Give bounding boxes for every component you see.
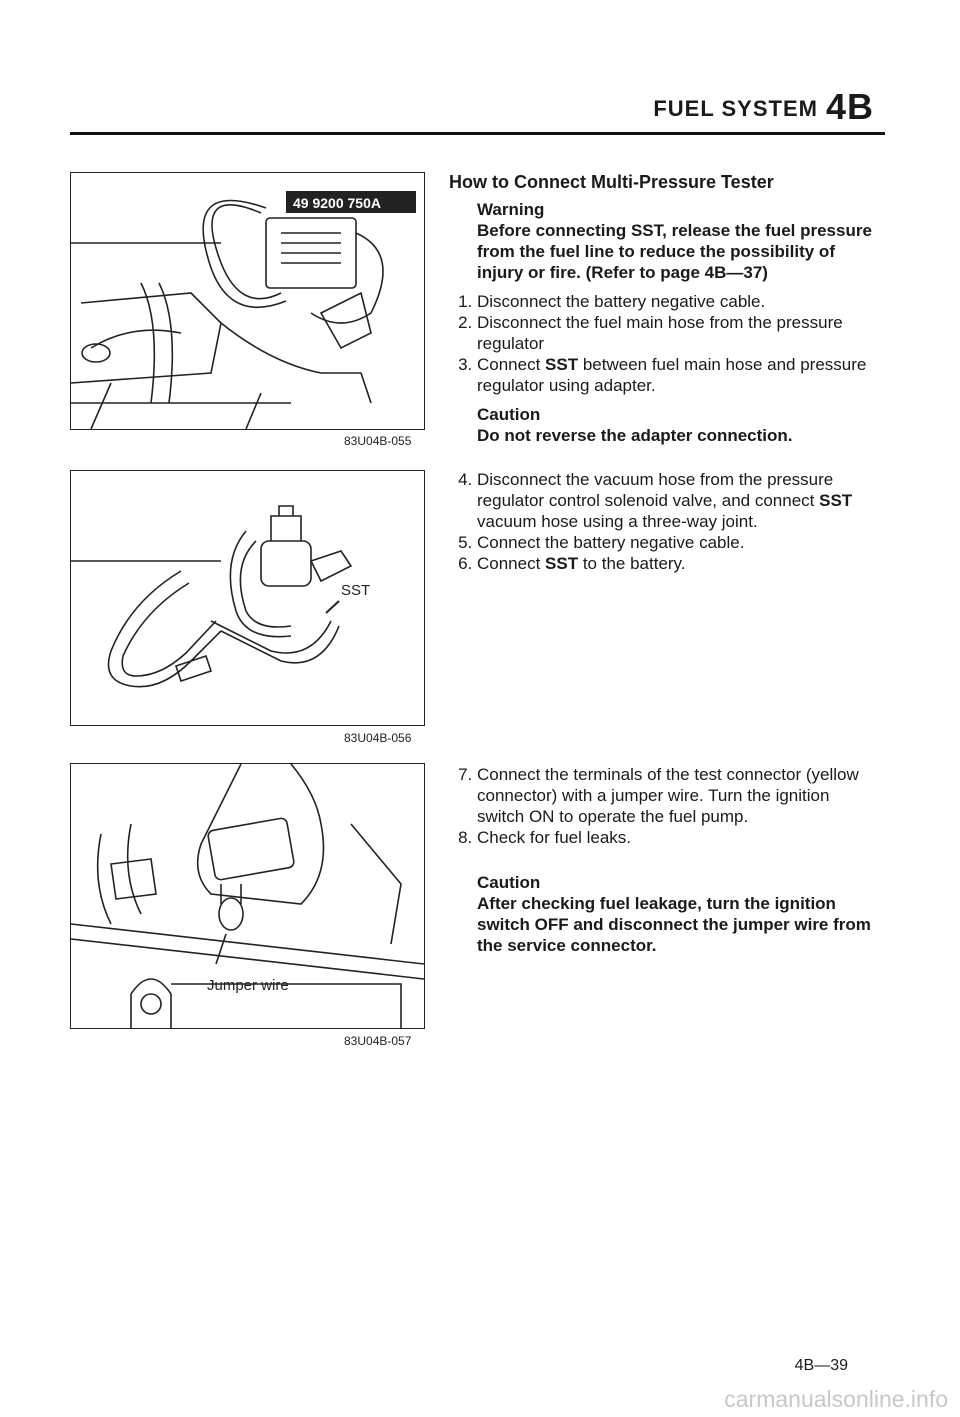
section-heading: How to Connect Multi-Pressure Tester <box>449 172 774 192</box>
steps-list-3 <box>449 764 881 848</box>
warning-title: Warning <box>477 200 545 219</box>
header-rule <box>70 132 885 135</box>
steps-list-2 <box>449 469 881 574</box>
caution-text-2: After checking fuel leakage, turn the ignition switch OFF and disconnect the jumper wire from the service connector. <box>477 894 871 955</box>
step-6-text-b: to the battery. <box>578 554 686 573</box>
figure-1-drawing <box>71 173 424 429</box>
caution-text-1: Do not reverse the adapter connection. <box>477 426 793 445</box>
figure-2-sst-label: SST <box>341 582 371 599</box>
watermark: carmanualsonline.info <box>724 1386 948 1412</box>
step-4-sst: SST <box>819 491 853 510</box>
figure-2-arrow <box>326 601 339 613</box>
caution-title-2: Caution <box>477 873 541 892</box>
step-3-sst: SST <box>545 355 579 374</box>
figure-multi-pressure-tester <box>70 172 425 430</box>
section-connect-tester <box>449 172 881 446</box>
step-4 <box>477 469 881 532</box>
figure-1-badge-text: 49 9200 750A <box>293 195 381 211</box>
step-1: 1. Disconnect the battery negative cable. <box>477 291 881 312</box>
steps-list-1 <box>449 291 881 396</box>
step-3-text-a: Connect <box>477 355 546 374</box>
figure-3-drawing <box>71 764 424 1028</box>
step-8: 8. Check for fuel leaks. <box>477 827 881 848</box>
step-2: 2. Disconnect the fuel main hose from the pressure regulator <box>477 312 881 354</box>
step-3 <box>477 354 881 396</box>
figure-sst-vacuum-hose <box>70 470 425 726</box>
caution-title-1: Caution <box>477 405 541 424</box>
warning-text: Before connecting SST, release the fuel pressure from the fuel line to reduce the possibility of injury or fire. (Refer to page 4B—37) <box>477 221 872 282</box>
figure-1-code: 83U04B-055 <box>344 434 412 448</box>
section-code: 4B <box>825 86 874 127</box>
step-6-sst: SST <box>545 554 579 573</box>
figure-2-code: 83U04B-056 <box>344 731 412 745</box>
step-5: 5. Connect the battery negative cable. <box>477 532 881 553</box>
figure-3-jumper-label: Jumper wire <box>207 977 289 994</box>
figure-2-drawing <box>71 471 424 725</box>
section-test-connector <box>449 764 881 956</box>
step-4-text-b: vacuum hose using a three-way joint. <box>477 512 758 531</box>
step-6 <box>477 553 881 574</box>
step-7: 7. Connect the terminals of the test connector (yellow connector) with a jumper wire. Turn the ignition switch ON to operate the fuel pump. <box>477 764 881 827</box>
page-number: 4B—39 <box>794 1357 848 1374</box>
header-title <box>653 86 874 128</box>
step-4-text-a: Disconnect the vacuum hose from the pressure regulator control solenoid valve, and connect <box>477 470 834 510</box>
section-name: FUEL SYSTEM <box>653 96 818 121</box>
step-6-text-a: Connect <box>477 554 546 573</box>
step-3-text-b: between fuel main hose and pressure regulator using adapter. <box>477 355 867 395</box>
figure-3-code: 83U04B-057 <box>344 1034 412 1048</box>
figure-jumper-wire <box>70 763 425 1029</box>
section-vacuum-hose <box>449 469 881 574</box>
